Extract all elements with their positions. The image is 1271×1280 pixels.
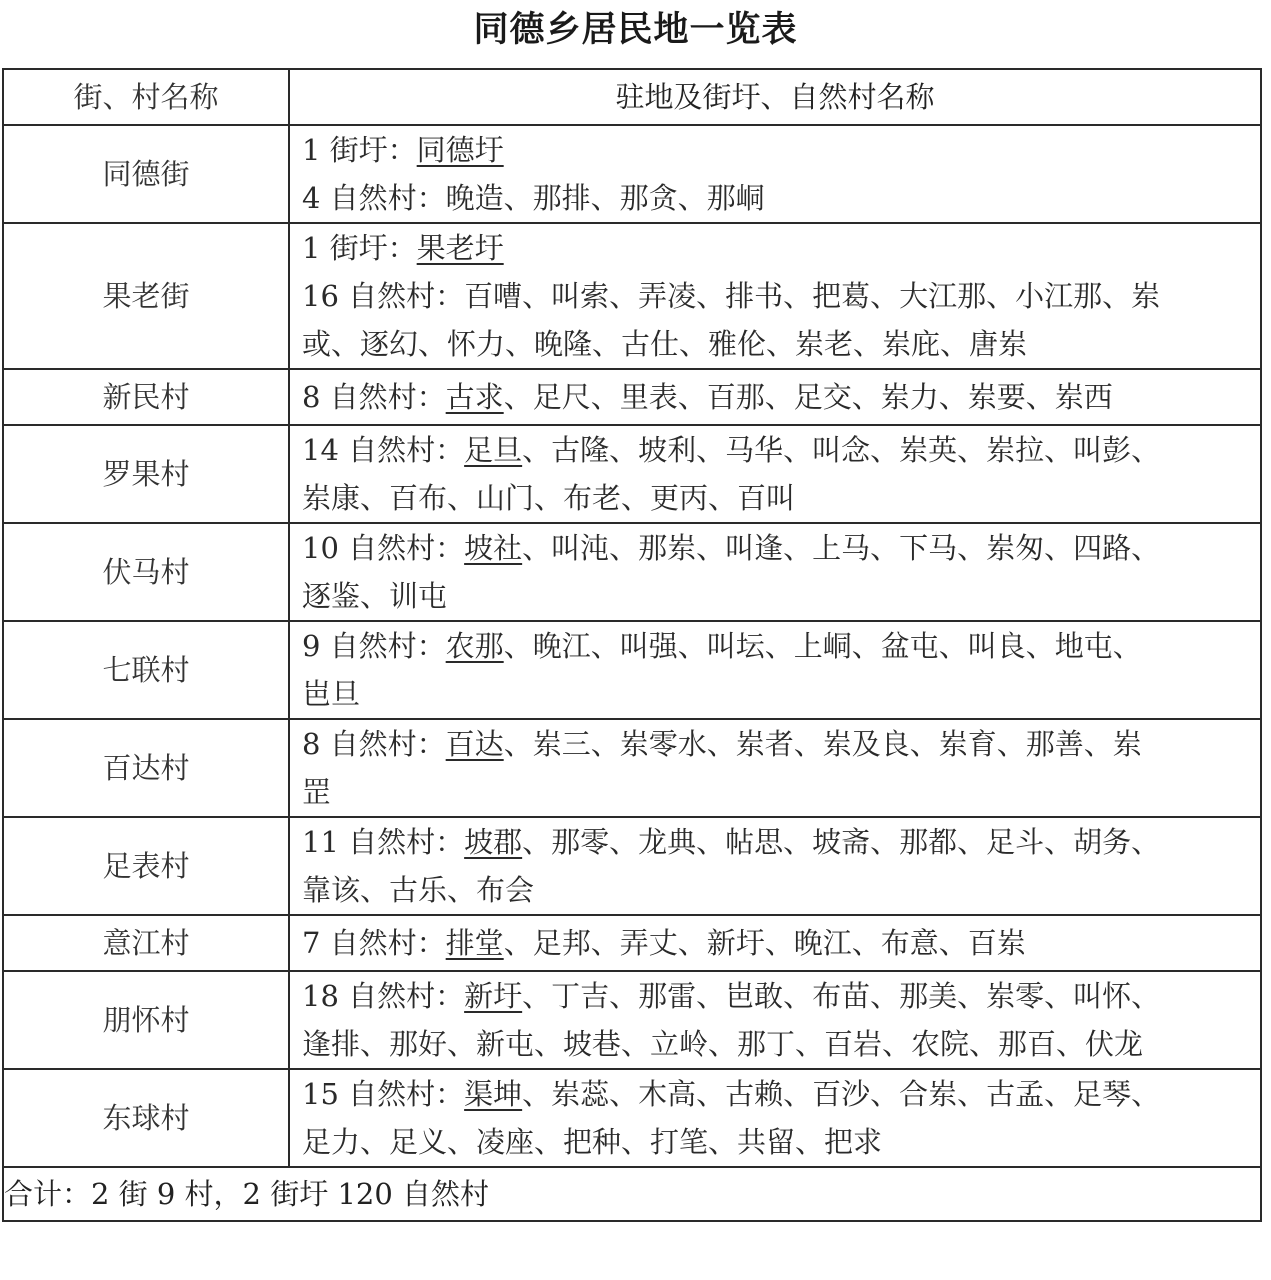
line-prefix: 1 街圩： — [302, 231, 417, 265]
line-prefix: 8 自然村： — [302, 727, 446, 761]
header-settlements: 驻地及街圩、自然村名称 — [289, 69, 1261, 125]
seat-name-underlined: 渠坤 — [464, 1077, 523, 1111]
line-prefix: 11 自然村： — [302, 825, 465, 859]
table-row — [3, 125, 1261, 223]
line-rest: 、叫沌、那岽、叫逢、上马、下马、岽匆、四路、 — [522, 531, 1161, 565]
settlement-line — [302, 224, 1252, 272]
seat-name-underlined: 新圩 — [464, 979, 523, 1013]
settlement-line — [302, 426, 1252, 474]
seat-name-underlined: 果老圩 — [416, 231, 504, 265]
settlement-line — [302, 1070, 1252, 1118]
settlement-cell — [289, 621, 1261, 719]
settlement-line — [302, 1020, 1252, 1068]
line-rest: 、足尺、里表、百那、足交、岽力、岽要、岽西 — [503, 380, 1113, 414]
line-prefix: 逐鉴、训屯 — [302, 579, 448, 613]
settlement-cell — [289, 915, 1261, 971]
line-rest: 、岽三、岽零水、岽者、岽及良、岽育、那善、岽 — [503, 727, 1142, 761]
settlement-cell — [289, 971, 1261, 1069]
line-prefix: 8 自然村： — [302, 380, 446, 414]
village-name: 伏马村 — [3, 523, 289, 621]
table-row — [3, 1069, 1261, 1167]
seat-name-underlined: 坡社 — [464, 531, 523, 565]
seat-name-underlined: 排堂 — [445, 926, 504, 960]
table-row — [3, 523, 1261, 621]
settlement-line — [302, 174, 1252, 222]
total-text: 合计：2 街 9 村，2 街圩 120 自然村 — [3, 1167, 1261, 1221]
residential-table — [2, 68, 1262, 1222]
line-prefix: 9 自然村： — [302, 629, 446, 663]
table-row — [3, 369, 1261, 425]
line-prefix: 14 自然村： — [302, 433, 465, 467]
settlement-line — [302, 272, 1252, 320]
settlement-cell — [289, 719, 1261, 817]
settlement-cell — [289, 223, 1261, 369]
settlement-cell — [289, 369, 1261, 425]
settlement-cell — [289, 523, 1261, 621]
settlement-line — [302, 370, 1252, 424]
line-rest: 、那零、龙典、帖思、坡斋、那都、足斗、胡务、 — [522, 825, 1161, 859]
seat-name-underlined: 同德圩 — [416, 133, 504, 167]
village-name: 新民村 — [3, 369, 289, 425]
line-prefix: 16 自然村：百嘈、叫索、弄凌、排书、把葛、大江那、小江那、岽 — [302, 279, 1161, 313]
header-village-name: 街、村名称 — [3, 69, 289, 125]
settlement-line — [302, 126, 1252, 174]
line-prefix: 1 街圩： — [302, 133, 417, 167]
line-rest: 、足邦、弄丈、新圩、晚江、布意、百岽 — [503, 926, 1026, 960]
village-name: 东球村 — [3, 1069, 289, 1167]
table-row — [3, 719, 1261, 817]
line-prefix: 10 自然村： — [302, 531, 465, 565]
line-rest: 、晚江、叫强、叫坛、上峒、盆屯、叫良、地屯、 — [503, 629, 1142, 663]
line-prefix: 或、逐幻、怀力、晚隆、古仕、雅伦、岽老、岽庇、唐岽 — [302, 327, 1028, 361]
settlement-line — [302, 474, 1252, 522]
settlement-cell — [289, 1069, 1261, 1167]
line-rest: 、岽蕊、木高、古赖、百沙、合岽、古孟、足琴、 — [522, 1077, 1161, 1111]
settlement-line — [302, 768, 1252, 816]
village-name: 同德街 — [3, 125, 289, 223]
line-prefix: 岜旦 — [302, 677, 361, 711]
line-prefix: 靠该、古乐、布会 — [302, 873, 535, 907]
table-row — [3, 817, 1261, 915]
village-name: 七联村 — [3, 621, 289, 719]
seat-name-underlined: 古求 — [445, 380, 504, 414]
table-row — [3, 971, 1261, 1069]
village-name: 果老街 — [3, 223, 289, 369]
line-prefix: 15 自然村： — [302, 1077, 465, 1111]
page-title: 同德乡居民地一览表 — [473, 10, 798, 50]
line-prefix: 岽康、百布、山门、布老、更丙、百叫 — [302, 481, 796, 515]
settlement-line — [302, 572, 1252, 620]
village-name: 足表村 — [3, 817, 289, 915]
village-name: 意江村 — [3, 915, 289, 971]
settlement-line — [302, 916, 1252, 970]
line-rest: 、丁吉、那雷、岜敢、布苗、那美、岽零、叫怀、 — [522, 979, 1161, 1013]
line-rest: 、古隆、坡利、马华、叫念、岽英、岽拉、叫彭、 — [522, 433, 1161, 467]
table-row — [3, 223, 1261, 369]
line-prefix: 逢排、那好、新屯、坡巷、立岭、那丁、百岩、农院、那百、伏龙 — [302, 1027, 1144, 1061]
line-prefix: 罡 — [302, 775, 332, 809]
settlement-line — [302, 622, 1252, 670]
settlement-line — [302, 720, 1252, 768]
settlement-line — [302, 972, 1252, 1020]
settlement-line — [302, 320, 1252, 368]
settlement-line — [302, 670, 1252, 718]
table-header-row — [3, 69, 1261, 125]
village-name: 百达村 — [3, 719, 289, 817]
table-row — [3, 915, 1261, 971]
settlement-line — [302, 1118, 1252, 1166]
line-prefix: 18 自然村： — [302, 979, 465, 1013]
settlement-cell — [289, 125, 1261, 223]
line-prefix: 7 自然村： — [302, 926, 446, 960]
seat-name-underlined: 坡郡 — [464, 825, 523, 859]
seat-name-underlined: 农那 — [445, 629, 504, 663]
table-row — [3, 425, 1261, 523]
total-row — [3, 1167, 1261, 1221]
settlement-line — [302, 866, 1252, 914]
table-row — [3, 621, 1261, 719]
settlement-line — [302, 524, 1252, 572]
settlement-cell — [289, 425, 1261, 523]
settlement-line — [302, 818, 1252, 866]
seat-name-underlined: 百达 — [445, 727, 504, 761]
line-prefix: 足力、足义、凌座、把种、打笔、共留、把求 — [302, 1125, 883, 1159]
seat-name-underlined: 足旦 — [464, 433, 523, 467]
village-name: 罗果村 — [3, 425, 289, 523]
village-name: 朋怀村 — [3, 971, 289, 1069]
settlement-cell — [289, 817, 1261, 915]
line-prefix: 4 自然村：晚造、那排、那贪、那峒 — [302, 181, 765, 215]
